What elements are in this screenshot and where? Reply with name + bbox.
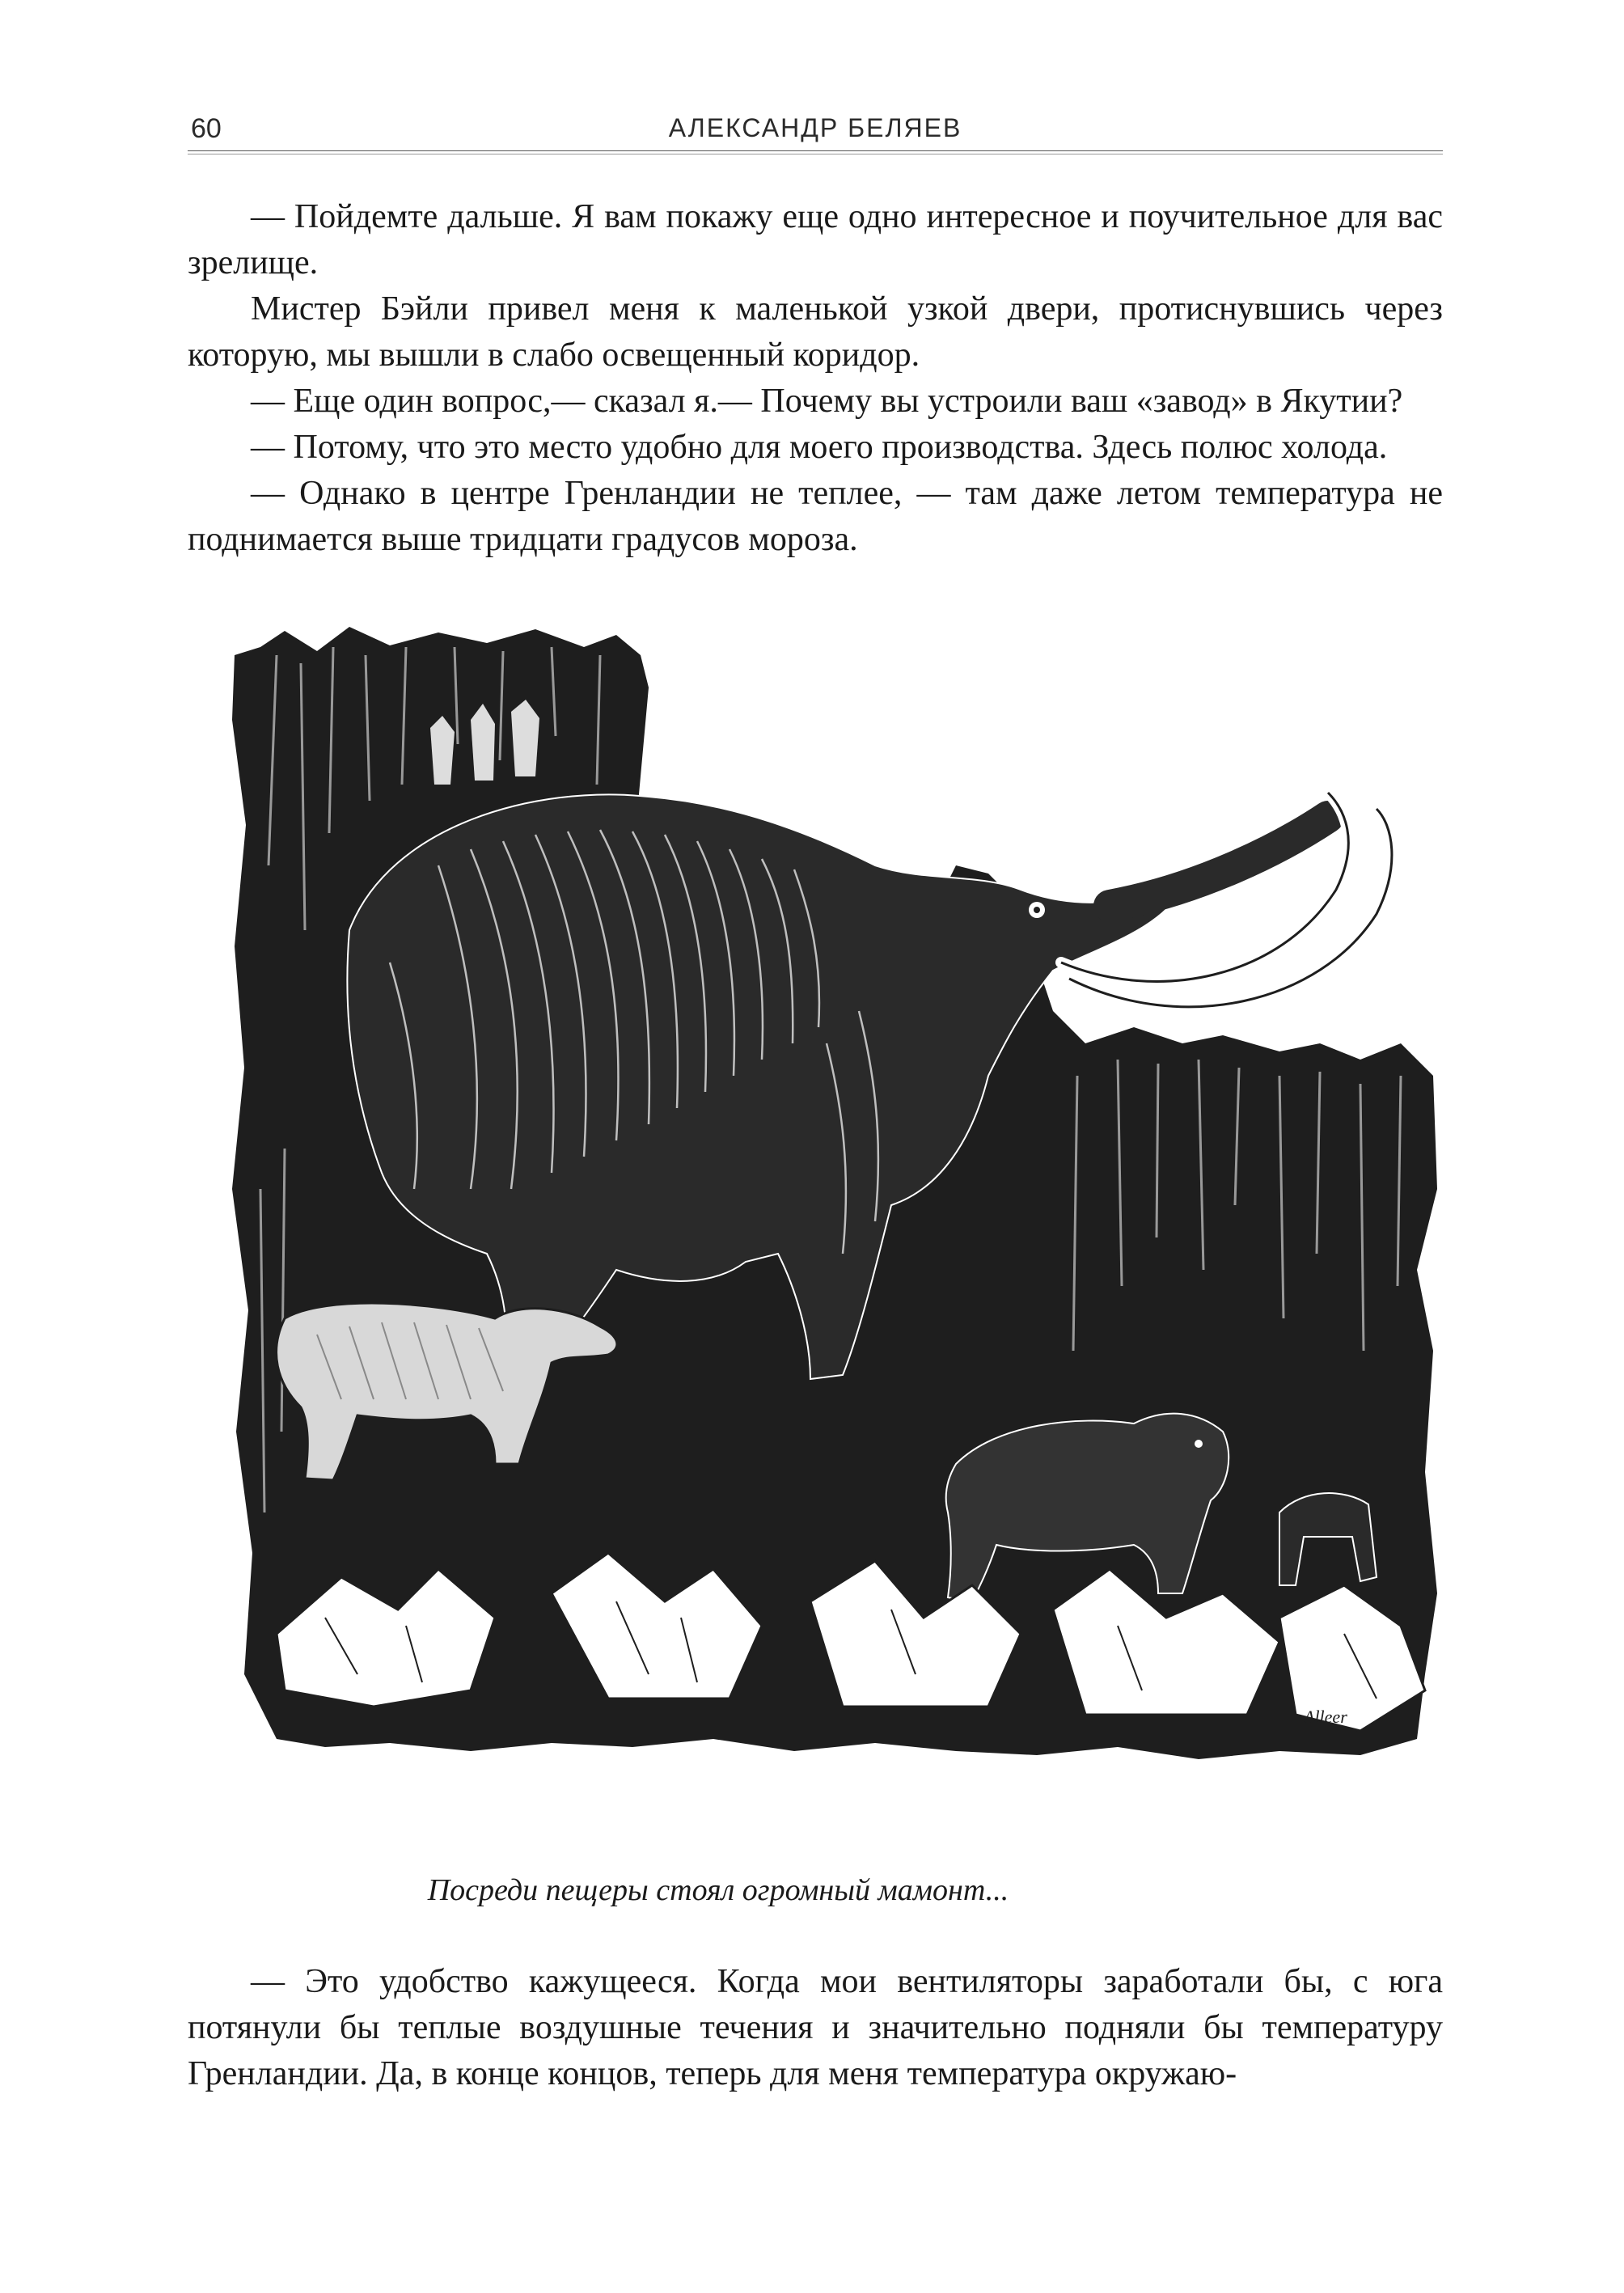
paragraph: — Потому, что это место удобно для моего производства. Здесь полюс холода. — [251, 429, 1388, 466]
illustration-caption: Посреди пещеры стоял огромный мамонт... — [427, 1873, 1009, 1907]
artist-signature: Alleer — [1304, 1707, 1347, 1727]
text-block-top — [188, 194, 1443, 563]
text-block-bottom — [188, 1959, 1443, 2097]
paragraph: — Еще один вопрос,— сказал я.— Почему вы устроили ваш «завод» в Якутии? — [251, 383, 1403, 420]
woodcut-illustration — [228, 623, 1441, 1852]
mammoth-trunk — [1110, 817, 1328, 906]
paragraph: — Однако в центре Гренландии не теплее, — там даже летом температура не поднимается выше тридцати градусов мороза. — [188, 475, 1443, 558]
page-header — [188, 113, 1443, 154]
brown-bear-eye — [1195, 1440, 1203, 1448]
paragraph: — Пойдемте дальше. Я вам покажу еще одно интересное и поучительное для вас зрелище. — [188, 198, 1443, 281]
paragraph: — Это удобство кажущееся. Когда мои вентиляторы заработали бы, с юга потянули бы теплые воздушные течения и значительно подняли бы температуру Гренландии. Да, в конце концов, теперь для меня температура окружаю- — [188, 1963, 1443, 2092]
header-rule — [188, 150, 1443, 154]
running-head: АЛЕКСАНДР БЕЛЯЕВ — [668, 113, 962, 142]
paragraph: Мистер Бэйли привел меня к маленькой узкой двери, протиснувшись через которую, мы вышли в слабо освещенный коридор. — [188, 290, 1443, 374]
page-number: 60 — [191, 113, 222, 144]
